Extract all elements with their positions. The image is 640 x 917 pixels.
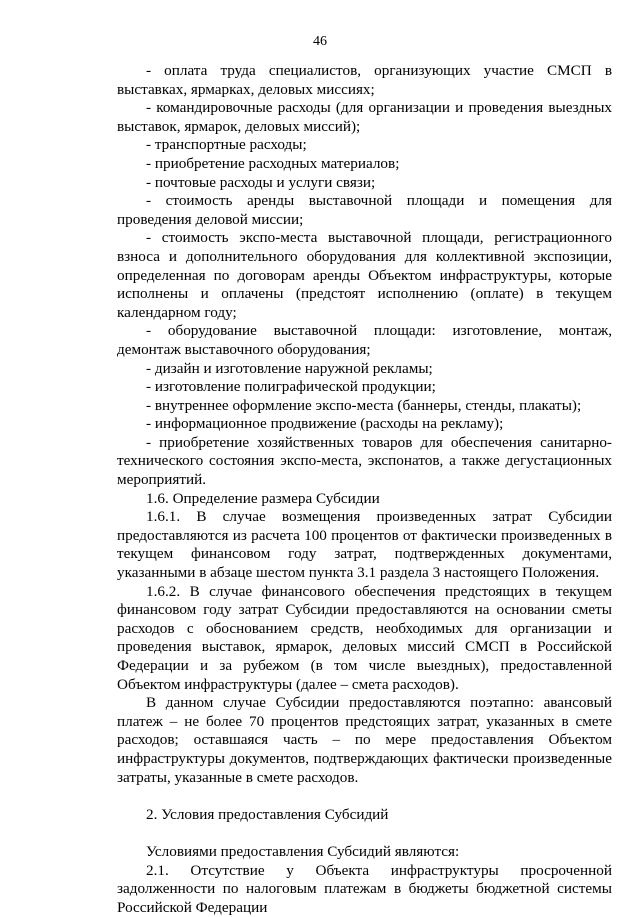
page-number: 46 bbox=[313, 34, 327, 49]
paragraph-travel-expenses: - командировочные расходы (для организации и проведения выездных выставок, ярмарок, деловых миссий); bbox=[117, 99, 612, 135]
paragraph-consumables: - приобретение расходных материалов; bbox=[146, 154, 400, 172]
paragraph-printing: - изготовление полиграфической продукции; bbox=[146, 378, 436, 396]
paragraph-outdoor-advertising: - дизайн и изготовление наружной рекламы; bbox=[146, 359, 433, 377]
paragraph-promotion: - информационное продвижение (расходы на рекламу); bbox=[146, 415, 504, 433]
paragraph-specialists-pay: - оплата труда специалистов, организующих участие СМСП в выставках, ярмарках, деловых миссиях; bbox=[117, 62, 612, 98]
paragraph-postal-expenses: - почтовые расходы и услуги связи; bbox=[146, 173, 376, 191]
paragraph-staged-payment: В данном случае Субсидии предоставляются поэтапно: авансовый платеж – не более 70 процентов предстоящих затрат, указанных в смете расходов; оставшаяся часть – по мере предоставления Объектом инфраструктуры документов, подтверждающих фактически произведенные затраты, указанные в смете расходов. bbox=[117, 694, 612, 786]
paragraph-exhibition-rent: - стоимость аренды выставочной площади и помещения для проведения деловой миссии; bbox=[117, 192, 612, 228]
paragraph-household-goods: - приобретение хозяйственных товаров для обеспечения санитарно-технического состояния экспо-места, экспонатов, а также дегустационных мероприятий. bbox=[117, 433, 612, 489]
paragraph-1-6-1: 1.6.1. В случае возмещения произведенных затрат Субсидии предоставляются из расчета 100 процентов от фактически произведенных в текущем финансовом году затрат, подтвержденных документами, указанными в абзаце шестом пункта 3.1 раздела 3 настоящего Положения. bbox=[117, 508, 612, 582]
section-heading-2: 2. Условия предоставления Субсидий bbox=[146, 805, 389, 823]
paragraph-interior-design: - внутреннее оформление экспо-места (баннеры, стенды, плакаты); bbox=[146, 396, 582, 414]
section-heading-1-6: 1.6. Определение размера Субсидии bbox=[146, 489, 380, 507]
paragraph-conditions-intro: Условиями предоставления Субсидий являются: bbox=[146, 842, 460, 860]
document-body bbox=[117, 62, 612, 917]
paragraph-2-1: 2.1. Отсутствие у Объекта инфраструктуры просроченной задолженности по налоговым платежам в бюджеты бюджетной системы Российской Федерации bbox=[117, 861, 612, 916]
paragraph-expo-place-cost: - стоимость экспо-места выставочной площади, регистрационного взноса и дополнительного оборудования для коллективной экспозиции, определенная по договорам аренды Объектом инфраструктуры, которые исполнены и оплачены (предстоят исполнению (оплате) в текущем календарном году; bbox=[117, 229, 612, 321]
paragraph-transport-expenses: - транспортные расходы; bbox=[146, 136, 307, 154]
paragraph-exhibition-equipment: - оборудование выставочной площади: изготовление, монтаж, демонтаж выставочного оборудования; bbox=[117, 322, 612, 358]
paragraph-1-6-2: 1.6.2. В случае финансового обеспечения предстоящих в текущем финансовом году затрат Субсидии предоставляются на основании сметы расходов с обоснованием средств, необходимых для организации и проведения выставок, ярмарок, деловых миссий СМСП в Российской Федерации и за рубежом (в том числе выездных), предоставленной Объектом инфраструктуры (далее – смета расходов). bbox=[117, 582, 612, 693]
